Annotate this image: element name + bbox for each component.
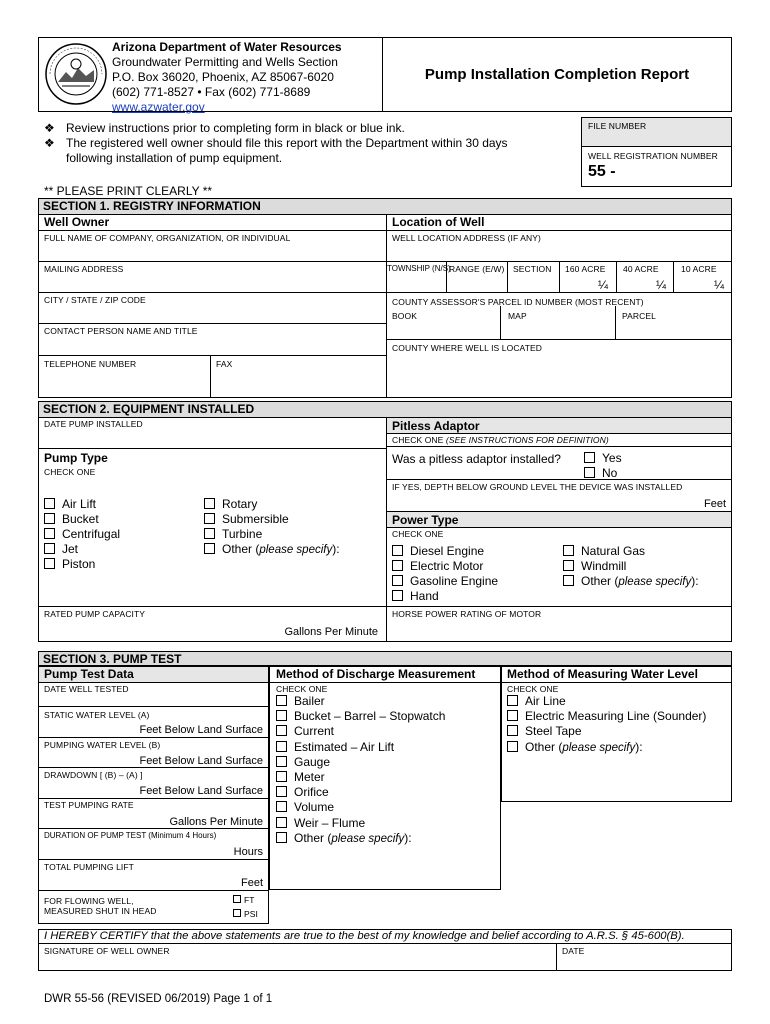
date-tested-field[interactable] — [40, 695, 267, 705]
static-level-label: STATIC WATER LEVEL (A) — [44, 710, 150, 720]
horse-power-field[interactable] — [388, 621, 730, 639]
option-label: ): — [635, 739, 643, 754]
telephone-field[interactable] — [40, 370, 208, 394]
city-state-zip-field[interactable] — [40, 306, 384, 322]
mailing-address-label: MAILING ADDRESS — [44, 264, 124, 274]
checkbox-box — [392, 545, 403, 556]
agency-section: Groundwater Permitting and Wells Section — [112, 55, 338, 69]
water-level-heading: Method of Measuring Water Level — [507, 667, 698, 681]
duration-field[interactable]: Hours — [233, 846, 263, 858]
section1-divider — [38, 214, 732, 215]
checkbox-box — [44, 498, 55, 509]
option-label: Other ( — [294, 830, 332, 845]
discharge-bucket-checkbox[interactable] — [276, 709, 445, 724]
checkbox-box — [507, 695, 518, 706]
option-label: Natural Gas — [581, 544, 646, 558]
option-label: Current — [294, 724, 335, 739]
option-label: Centrifugal — [62, 527, 121, 541]
option-label: Piston — [62, 557, 96, 571]
pitless-check-one: CHECK ONE — [392, 435, 444, 445]
checkbox-box — [204, 543, 215, 554]
pump-jet-checkbox[interactable] — [44, 542, 120, 557]
row-line — [38, 682, 732, 683]
section1-subhdr-line — [38, 230, 732, 231]
form-id-footer: DWR 55-56 (REVISED 06/2019) Page 1 of 1 — [44, 993, 273, 1005]
row-line — [38, 943, 732, 944]
rated-pump-capacity-label: RATED PUMP CAPACITY — [44, 609, 146, 619]
pump-centrifugal-checkbox[interactable] — [44, 527, 120, 542]
quarter-10-field[interactable]: ¼ — [714, 278, 725, 292]
water-other-checkbox[interactable] — [507, 740, 706, 756]
checkbox-box — [584, 467, 595, 478]
power-windmill-checkbox[interactable] — [563, 559, 699, 574]
discharge-heading: Method of Discharge Measurement — [276, 667, 476, 681]
option-label: Hand — [410, 589, 439, 603]
option-label: Air Line — [525, 694, 566, 708]
date-field[interactable] — [558, 957, 730, 969]
option-label: Air Lift — [62, 497, 97, 511]
acre-160-label: 160 ACRE — [565, 264, 606, 274]
option-label: Diesel Engine — [410, 544, 485, 558]
location-heading: Location of Well — [392, 215, 485, 229]
option-label: Yes — [602, 451, 622, 465]
option-label: Electric Measuring Line (Sounder) — [525, 709, 707, 724]
option-label: Orifice — [294, 785, 329, 800]
shut-in-head-label: MEASURED SHUT IN HEAD — [44, 906, 157, 916]
option-label: Other ( — [222, 542, 260, 556]
checkbox-box — [44, 513, 55, 524]
option-label: Bucket – Barrel – Stopwatch — [294, 709, 446, 724]
gpm-unit-label: Gallons Per Minute — [284, 626, 378, 638]
checkbox-box — [276, 710, 287, 721]
section1-center-divider — [386, 214, 387, 398]
flowing-well-label: FOR FLOWING WELL, — [44, 896, 134, 906]
feet-unit-label: Feet — [703, 498, 726, 510]
well-registration-label: WELL REGISTRATION NUMBER — [588, 151, 718, 161]
option-label: Volume — [294, 800, 335, 815]
row-line — [386, 339, 732, 340]
please-specify-label: please specify — [618, 576, 692, 588]
row-line — [386, 527, 732, 528]
checkbox-box — [276, 741, 287, 752]
option-label: Other ( — [581, 574, 619, 588]
pumping-level-field[interactable]: Feet Below Land Surface — [139, 755, 263, 767]
water-level-check-one: CHECK ONE — [507, 684, 559, 694]
date-tested-label: DATE WELL TESTED — [44, 684, 129, 694]
legal-desc-divider — [559, 261, 560, 292]
section1-title: SECTION 1. REGISTRY INFORMATION — [39, 199, 731, 214]
mailing-address-field[interactable] — [40, 275, 384, 291]
row-line — [386, 606, 732, 607]
power-gasoline-checkbox[interactable] — [392, 574, 498, 589]
checkbox-box — [392, 575, 403, 586]
option-label: Electric Motor — [410, 559, 484, 573]
row-line — [38, 448, 386, 449]
checkbox-box — [204, 513, 215, 524]
please-specify-label: please specify — [562, 741, 636, 754]
option-label: ): — [691, 574, 699, 588]
option-label: Gasoline Engine — [410, 574, 499, 588]
telephone-label: TELEPHONE NUMBER — [44, 359, 137, 369]
row-line — [38, 706, 269, 707]
pump-air-lift-checkbox[interactable] — [44, 497, 120, 512]
acre-40-label: 40 ACRE — [623, 264, 659, 274]
option-label: Weir – Flume — [294, 815, 366, 830]
checkbox-box — [276, 756, 287, 767]
static-level-field[interactable]: Feet Below Land Surface — [139, 724, 263, 736]
agency-website-link[interactable]: www.azwater.gov — [112, 100, 205, 114]
ft-checkbox[interactable] — [233, 893, 258, 907]
discharge-other-checkbox[interactable] — [276, 831, 445, 847]
pump-turbine-checkbox[interactable] — [204, 527, 340, 542]
pump-bucket-checkbox[interactable] — [44, 512, 120, 527]
map-label: MAP — [508, 311, 527, 321]
option-label: Steel Tape — [525, 724, 582, 739]
legal-desc-divider — [616, 261, 617, 292]
option-label: Other ( — [525, 739, 563, 754]
checkbox-box — [204, 528, 215, 539]
power-type-heading: Power Type — [392, 513, 459, 527]
checkbox-box — [204, 498, 215, 509]
section2-title: SECTION 2. EQUIPMENT INSTALLED — [39, 402, 731, 417]
file-number-label: FILE NUMBER — [588, 121, 647, 131]
pitless-heading: Pitless Adaptor — [392, 419, 480, 433]
power-natural-gas-checkbox[interactable] — [563, 544, 699, 559]
row-line — [38, 737, 269, 738]
option-label: Bailer — [294, 694, 325, 708]
agency-phone: (602) 771-8527 • Fax (602) 771-8689 — [112, 85, 311, 99]
well-location-label: WELL LOCATION ADDRESS (IF ANY) — [392, 233, 541, 243]
power-diesel-checkbox[interactable] — [392, 544, 498, 559]
drawdown-field[interactable]: Feet Below Land Surface — [139, 785, 263, 797]
checkbox-box — [276, 695, 287, 706]
checkbox-box — [563, 560, 574, 571]
total-lift-field[interactable]: Feet — [240, 877, 263, 889]
fax-label: FAX — [216, 359, 233, 369]
form-title: Pump Installation Completion Report — [424, 66, 690, 83]
duration-label: DURATION OF PUMP TEST (Minimum 4 Hours) — [44, 831, 217, 840]
psi-checkbox[interactable] — [233, 907, 258, 921]
water-sounder-checkbox[interactable] — [507, 709, 706, 724]
contact-person-label: CONTACT PERSON NAME AND TITLE — [44, 326, 198, 336]
well-location-field[interactable] — [388, 244, 730, 260]
fax-field[interactable] — [212, 370, 384, 394]
quarter-40-field[interactable]: ¼ — [656, 278, 667, 292]
signature-field[interactable] — [40, 957, 554, 969]
option-label: PSI — [244, 909, 259, 919]
section2-center-divider — [386, 417, 387, 642]
checkbox-box — [507, 710, 518, 721]
discharge-orifice-checkbox[interactable] — [276, 785, 445, 800]
instruction-line-3: following installation of pump equipment. — [66, 151, 283, 165]
row-line — [38, 292, 386, 293]
discharge-bailer-checkbox[interactable] — [276, 694, 445, 709]
signature-label: SIGNATURE OF WELL OWNER — [44, 946, 170, 956]
power-hand-checkbox[interactable] — [392, 589, 498, 604]
arizona-seal-icon — [44, 42, 108, 106]
option-label: Estimated – Air Lift — [294, 739, 395, 754]
section3-title: SECTION 3. PUMP TEST — [38, 651, 732, 666]
agency-address: P.O. Box 36020, Phoenix, AZ 85067-6020 — [112, 70, 334, 84]
parcel-id-field[interactable] — [388, 322, 730, 337]
pump-type-check-one: CHECK ONE — [44, 467, 96, 477]
discharge-estimated-checkbox[interactable] — [276, 740, 445, 755]
agency-name: Arizona Department of Water Resources — [112, 40, 342, 54]
row-line — [38, 828, 269, 829]
pumping-level-label: PUMPING WATER LEVEL (B) — [44, 740, 161, 750]
well-owner-heading: Well Owner — [44, 215, 110, 229]
checkbox-box — [233, 909, 241, 917]
book-label: BOOK — [392, 311, 417, 321]
acre-10-label: 10 ACRE — [681, 264, 717, 274]
option-label: ): — [332, 542, 340, 556]
checkbox-box — [507, 725, 518, 736]
row-line — [38, 798, 269, 799]
row-line — [38, 890, 269, 891]
checkbox-box — [276, 725, 287, 736]
option-label: No — [602, 466, 618, 480]
certification-statement: I HEREBY CERTIFY that the above statements are true to the best of my knowledge and belief according to A.R.S. § 45-600(B). — [44, 930, 685, 942]
full-name-field[interactable] — [40, 244, 384, 260]
parcel-label: PARCEL — [622, 311, 656, 321]
checkbox-box — [276, 832, 287, 843]
option-label: Meter — [294, 770, 325, 785]
date-pump-installed-label: DATE PUMP INSTALLED — [44, 419, 143, 429]
pitless-depth-label: IF YES, DEPTH BELOW GROUND LEVEL THE DEVICE WAS INSTALLED — [392, 482, 683, 492]
option-label: Submersible — [222, 512, 289, 526]
total-lift-label: TOTAL PUMPING LIFT — [44, 862, 134, 872]
county-label: COUNTY WHERE WELL IS LOCATED — [392, 343, 542, 353]
row-line — [38, 355, 386, 356]
discharge-check-one: CHECK ONE — [276, 684, 328, 694]
checkbox-box — [507, 741, 518, 752]
checkbox-box — [584, 452, 595, 463]
checkbox-box — [392, 560, 403, 571]
legal-desc-divider — [673, 261, 674, 292]
option-label: Bucket — [62, 512, 99, 526]
power-electric-checkbox[interactable] — [392, 559, 498, 574]
discharge-current-checkbox[interactable] — [276, 724, 445, 739]
county-field[interactable] — [388, 356, 730, 394]
checkbox-box — [276, 801, 287, 812]
option-label: Gauge — [294, 754, 331, 769]
test-rate-label: TEST PUMPING RATE — [44, 800, 134, 810]
row-line — [38, 261, 386, 262]
contact-person-field[interactable] — [40, 337, 384, 353]
pump-type-heading: Pump Type — [44, 451, 108, 465]
pitless-check-note: (SEE INSTRUCTIONS FOR DEFINITION) — [445, 435, 609, 445]
section-label: SECTION — [513, 264, 552, 274]
legal-desc-divider — [507, 261, 508, 292]
file-box-divider — [581, 146, 732, 147]
row-line — [386, 479, 732, 480]
well-registration-field[interactable]: 55 - — [588, 163, 616, 180]
power-other-checkbox[interactable] — [563, 574, 699, 590]
date-label: DATE — [562, 946, 585, 956]
row-line — [38, 859, 269, 860]
sig-date-divider — [556, 943, 557, 971]
discharge-meter-checkbox[interactable] — [276, 770, 445, 785]
range-label: RANGE (E/W) — [449, 264, 505, 274]
pump-piston-checkbox[interactable] — [44, 557, 120, 572]
power-check-one: CHECK ONE — [392, 529, 444, 539]
water-steel-tape-checkbox[interactable] — [507, 724, 706, 739]
pitless-question: Was a pitless adaptor installed? — [392, 452, 561, 466]
option-label: Jet — [62, 542, 79, 556]
parcel-id-label: COUNTY ASSESSOR'S PARCEL ID NUMBER (MOST RECENT) — [392, 297, 644, 307]
checkbox-box — [44, 528, 55, 539]
horse-power-label: HORSE POWER RATING OF MOTOR — [392, 609, 542, 619]
pump-rotary-checkbox[interactable] — [204, 497, 340, 512]
pitless-yes-checkbox[interactable] — [584, 451, 622, 466]
row-line — [386, 446, 732, 447]
option-label: ): — [404, 830, 412, 845]
discharge-gauge-checkbox[interactable] — [276, 755, 445, 770]
discharge-volume-checkbox[interactable] — [276, 800, 445, 815]
row-line — [38, 606, 386, 607]
tel-fax-divider — [210, 355, 211, 398]
pump-test-data-heading: Pump Test Data — [44, 667, 134, 681]
checkbox-box — [276, 817, 287, 828]
city-state-zip-label: CITY / STATE / ZIP CODE — [44, 295, 146, 305]
test-rate-field[interactable]: Gallons Per Minute — [169, 816, 263, 828]
row-line — [38, 323, 386, 324]
checkbox-box — [563, 575, 574, 586]
print-clearly-note: ** PLEASE PRINT CLEARLY ** — [44, 184, 213, 198]
row-line — [386, 292, 732, 293]
checkbox-box — [276, 786, 287, 797]
option-label: Windmill — [581, 559, 627, 573]
please-specify-label: please specify — [331, 832, 405, 845]
checkbox-box — [44, 558, 55, 569]
water-air-line-checkbox[interactable] — [507, 694, 706, 709]
please-specify-label: please specify — [259, 544, 333, 556]
checkbox-box — [392, 590, 403, 601]
township-label: TOWNSHIP (N/S) — [387, 264, 451, 273]
bullet-icon: ❖ — [44, 136, 55, 150]
checkbox-box — [233, 895, 241, 903]
discharge-weir-checkbox[interactable] — [276, 816, 445, 831]
option-label: Rotary — [222, 497, 258, 511]
checkbox-box — [563, 545, 574, 556]
row-line — [38, 767, 269, 768]
checkbox-box — [44, 543, 55, 554]
instruction-line-1: Review instructions prior to completing form in black or blue ink. — [66, 121, 405, 135]
option-label: Turbine — [222, 527, 263, 541]
checkbox-box — [276, 771, 287, 782]
date-pump-installed-field[interactable] — [40, 430, 384, 446]
pitless-depth-field[interactable] — [388, 494, 688, 510]
quarter-160-field[interactable]: ¼ — [598, 278, 609, 292]
pump-submersible-checkbox[interactable] — [204, 512, 340, 527]
instruction-line-2: The registered well owner should file this report with the Department within 30 days — [66, 136, 508, 150]
bullet-icon: ❖ — [44, 121, 55, 135]
row-line — [386, 433, 732, 434]
drawdown-label: DRAWDOWN [ (B) – (A) ] — [44, 770, 143, 780]
option-label: FT — [244, 895, 255, 905]
pump-other-checkbox[interactable] — [204, 542, 340, 558]
full-name-label: FULL NAME OF COMPANY, ORGANIZATION, OR INDIVIDUAL — [44, 233, 291, 243]
